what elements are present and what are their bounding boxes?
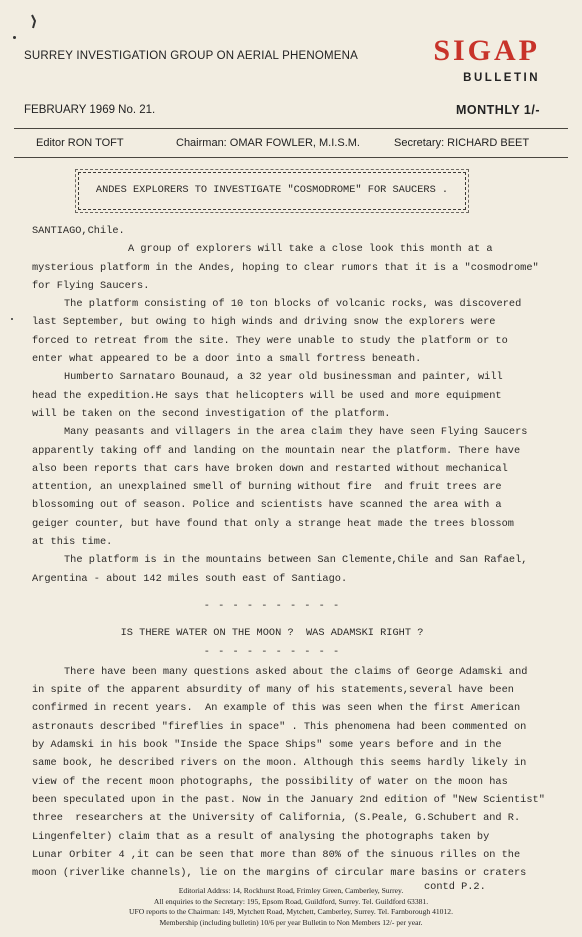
bulletin-label: BULLETIN xyxy=(463,72,540,84)
article1-line: The platform consisting of 10 ton blocks of volcanic rocks, was discovered xyxy=(64,298,522,311)
article2-line: by Adamski in his book "Inside the Space Ships" some years before and in the xyxy=(32,739,502,752)
header-rule-top xyxy=(14,128,568,129)
punch-mark xyxy=(30,13,41,31)
article1-line: Argentina - about 142 miles south east of Santiago. xyxy=(32,572,348,585)
article1-line: attention, an unexplained smell of burning without fire and fruit trees are xyxy=(32,481,502,494)
footer-editorial-address: Editorial Addrss: 14, Rockhurst Road, Frimley Green, Camberley, Surrey. xyxy=(178,886,404,895)
article1-line: blossoming out of season. Police and scientists have scanned the area with a xyxy=(32,499,502,512)
article1-line: also been reports that cars have broken down and restarted without mechanical xyxy=(32,462,508,475)
continued-note: contd P.2. xyxy=(424,881,486,893)
header-rule-bottom xyxy=(14,157,568,158)
article1-headline: ANDES EXPLORERS TO INVESTIGATE "COSMODROME" FOR SAUCERS . xyxy=(95,184,449,196)
article1-line: The platform is in the mountains between San Clemente,Chile and San Rafael, xyxy=(64,554,528,567)
article2-line: Lingenfelter) claim that as a result of analysing the photographs taken by xyxy=(32,830,490,843)
article-body xyxy=(32,222,552,882)
section-separator: - - - - - - - - - - xyxy=(203,645,341,658)
chairman-credit: Chairman: OMAR FOWLER, M.I.S.M. xyxy=(176,137,360,149)
article2-line: Lunar Orbiter 4 ,it can be seen that more than 80% of the sinuous rilles on the xyxy=(32,848,521,861)
footer-chairman-address: UFO reports to the Chairman: 149, Mytchett Road, Mytchett, Camberley, Surrey. Tel. Farnborough 41012. xyxy=(129,907,453,917)
article1-dateline: SANTIAGO,Chile. xyxy=(32,225,125,237)
issue-date: FEBRUARY 1969 No. 21. xyxy=(24,104,156,116)
article1-line: mysterious platform in the Andes, hoping to clear rumors that it is a "cosmodrome" xyxy=(32,261,539,274)
article1-line: forced to retreat from the site. They were unable to study the platform or to xyxy=(32,334,508,347)
article2-line: three researchers at the University of California, (S.Peale, G.Schubert and R. xyxy=(32,812,521,825)
section-separator: - - - - - - - - - - xyxy=(203,599,341,612)
article1-line: enter what appeared to be a door into a small fortress beneath. xyxy=(32,353,422,366)
org-name: SURREY INVESTIGATION GROUP ON AERIAL PHENOMENA xyxy=(24,50,359,62)
article2-line: moon (riverlike channels), lie on the margins of circular mare basins or craters xyxy=(32,867,527,880)
article1-line: last September, but owing to high winds and driving snow the explorers were xyxy=(32,316,496,329)
article2-line: view of the recent moon photographs, the possibility of water on the moon has xyxy=(32,775,508,788)
footer-membership: Membership (including bulletin) 10/6 per year Bulletin to Non Members 12/- per year. xyxy=(159,917,423,927)
article1-line: for Flying Saucers. xyxy=(32,279,150,292)
article1-line: apparently taking off and landing on the mountain near the platform. There have xyxy=(32,444,521,457)
frequency-price: MONTHLY 1/- xyxy=(456,103,540,117)
paper-speck xyxy=(13,36,16,39)
headline-box xyxy=(78,172,466,210)
article2-headline: IS THERE WATER ON THE MOON ? WAS ADAMSKI RIGHT ? xyxy=(120,627,424,640)
article2-line: same book, he described rivers on the moon. Although this seems hardly likely in xyxy=(32,757,527,770)
article1-line: geiger counter, but have found that only a strange heat made the trees blossom xyxy=(32,517,514,530)
paper-speck xyxy=(11,318,13,320)
article1-line: Many peasants and villagers in the area claim they have seen Flying Saucers xyxy=(64,426,528,439)
article1-line: head the expedition.He says that helicopters will be used and more equipment xyxy=(32,389,502,402)
secretary-credit: Secretary: RICHARD BEET xyxy=(394,137,530,149)
article2-line: been speculated upon in the past. Now in the January 2nd edition of "New Scientist" xyxy=(32,793,545,806)
article1-line: Humberto Sarnataro Bounaud, a 32 year old businessman and painter, will xyxy=(64,371,503,384)
sigap-logo: SIGAP xyxy=(433,34,540,67)
footer-secretary-address: All enquiries to the Secretary: 195, Epsom Road, Guildford, Surrey. Tel. Guildford 63381. xyxy=(153,896,429,906)
article2-line: astronauts described "fireflies in space" . This phenomena had been commented on xyxy=(32,720,527,733)
article1-line: at this time. xyxy=(32,536,113,549)
article1-line: A group of explorers will take a close look this month at a xyxy=(128,243,493,256)
footer-addresses xyxy=(0,886,582,928)
article2-line: confirmed in recent years. An example of this was seen when the first American xyxy=(32,702,521,715)
article1-line: will be taken on the second investigation of the platform. xyxy=(32,407,391,420)
article2-line: in spite of the apparent absurdity of many of his statements,several have been xyxy=(32,684,514,697)
article2-line: There have been many questions asked about the claims of George Adamski and xyxy=(64,665,528,678)
editor-credit: Editor RON TOFT xyxy=(36,137,124,149)
